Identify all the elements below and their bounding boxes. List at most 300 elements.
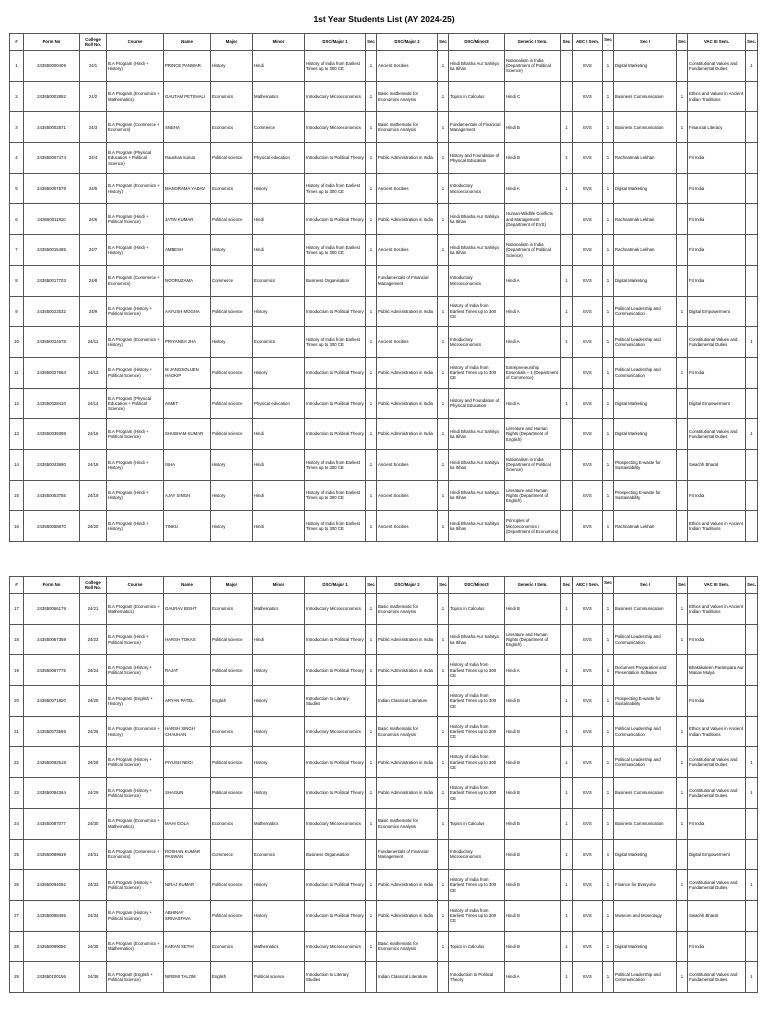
table-cell: 1	[603, 655, 614, 686]
table-cell: 1	[366, 624, 377, 655]
table-cell: Political science	[211, 357, 253, 388]
table-cell: History of India from Earliest Times up to 300 CE	[449, 716, 505, 747]
table-cell: B.A Program (Economics + Mathematics)	[107, 81, 164, 112]
table-cell: Indian Classical Literature	[377, 686, 438, 717]
table-cell: Literature and Human Rights (Department of English)	[505, 624, 561, 655]
table-cell: Constitutional Values and Fundamental Duties	[688, 327, 746, 358]
table-cell: Political science	[211, 655, 253, 686]
table-cell: B.A Program (Hindi + Political Science)	[107, 419, 164, 450]
table-cell: Introduction to Political Theory	[305, 655, 366, 686]
table-cell: 1	[366, 594, 377, 625]
table-cell: 24/36	[80, 962, 107, 993]
table-cell: Document Preparation and Presentation Software	[614, 655, 677, 686]
table-cell: 1	[677, 747, 688, 778]
table-cell	[746, 204, 758, 235]
table-cell: 1	[677, 594, 688, 625]
table-cell: B.A Program (History + Political Science)	[107, 900, 164, 931]
table-cell: History	[211, 480, 253, 511]
table-cell	[746, 81, 758, 112]
column-header: Form No	[24, 577, 80, 594]
table-cell: 18	[10, 624, 24, 655]
table-cell: 1	[438, 931, 449, 962]
table-cell: JATIN KUMAR	[164, 204, 211, 235]
table-cell	[438, 686, 449, 717]
table-cell: Museum and Museology	[614, 900, 677, 931]
table-cell: 1	[561, 931, 573, 962]
table-cell	[561, 235, 573, 266]
table-cell: 1	[438, 778, 449, 809]
table-cell	[677, 204, 688, 235]
table-cell: EVS	[573, 655, 603, 686]
table-cell: 243550087077	[24, 808, 80, 839]
table-cell: NIRAJ KUMAR	[164, 870, 211, 901]
table-cell: Business Communication	[614, 778, 677, 809]
column-header: Sec	[438, 577, 449, 594]
table-cell: B.A Program (Hindi + History)	[107, 449, 164, 480]
table-cell: History of India from Earliest Times up to 300 CE	[305, 327, 366, 358]
table-cell: History of India from Earliest Times up to 300 CE	[305, 51, 366, 82]
table-cell: Introduction to Political Theory	[305, 778, 366, 809]
table-cell: Fundamentals of Financial Management	[377, 839, 438, 870]
table-cell: 243550053755	[24, 480, 80, 511]
table-cell: 1	[603, 480, 614, 511]
table-cell: Hindi Bhasha Aur Sahitya ka Itihas	[449, 419, 505, 450]
table-cell: KARAN SETHI	[164, 931, 211, 962]
column-header: DSC/Major 2	[377, 34, 438, 51]
table-cell: History	[211, 235, 253, 266]
table-cell: Human-Wildlife Conflicts and Management (Department of EVS)	[505, 204, 561, 235]
table-cell: Fit India	[688, 357, 746, 388]
table-cell: 13	[10, 419, 24, 450]
table-cell: Economics	[211, 112, 253, 143]
table-cell: 1	[603, 778, 614, 809]
table-cell: Hindi	[253, 624, 305, 655]
table-cell: 1	[366, 716, 377, 747]
table-cell: Fit India	[688, 204, 746, 235]
table-cell: Economics	[211, 173, 253, 204]
table-cell	[677, 511, 688, 542]
table-cell: Introductory Microeconomics	[305, 594, 366, 625]
table-row	[10, 388, 758, 419]
column-header: Sec	[677, 577, 688, 594]
table-cell: EVS	[573, 357, 603, 388]
table-cell: 1	[366, 449, 377, 480]
table-cell: PIYUSH NEGI	[164, 747, 211, 778]
table-cell: Ancient Socities	[377, 235, 438, 266]
table-cell: Introduction to Political Theory	[305, 747, 366, 778]
table-cell: Hindi Bhasha Aur Sahitya ka Itihas	[449, 51, 505, 82]
table-cell: Ethics and Values in Ancient Indian Traditions	[688, 81, 746, 112]
table-cell: Economics	[253, 327, 305, 358]
table-cell: 243550066179	[24, 594, 80, 625]
table-cell	[746, 357, 758, 388]
table-cell: Fit India	[688, 808, 746, 839]
table-cell: Political science	[211, 747, 253, 778]
table-cell	[746, 449, 758, 480]
table-cell: 1	[677, 716, 688, 747]
table-cell: Rachnatmak Lekhan	[614, 204, 677, 235]
table-cell: 1	[603, 81, 614, 112]
table-cell: 1	[366, 931, 377, 962]
table-cell: Public Administration in India	[377, 870, 438, 901]
table-cell: EVS	[573, 962, 603, 993]
table-cell: Introduction to Literary Studies	[305, 962, 366, 993]
table-cell: Digital Marketing	[614, 839, 677, 870]
table-cell: 1	[438, 716, 449, 747]
table-cell: EVS	[573, 265, 603, 296]
table-cell: B.A Program (History + Political Science)	[107, 296, 164, 327]
table-cell	[746, 931, 758, 962]
table-cell: Introduction to Political Theory	[305, 419, 366, 450]
table-cell: 243550011810	[24, 204, 80, 235]
column-header: Name	[164, 34, 211, 51]
table-cell: Introduction to Political Theory	[449, 962, 505, 993]
table-cell	[677, 931, 688, 962]
table-cell: Bhaktikaleen Parampara Aur Manav Mulya	[688, 655, 746, 686]
table-cell: 1	[746, 870, 758, 901]
table-cell	[677, 449, 688, 480]
table-cell: EVS	[573, 388, 603, 419]
table-row	[10, 173, 758, 204]
table-cell: 24/30	[80, 808, 107, 839]
table-cell: 24/35	[80, 931, 107, 962]
table-row	[10, 235, 758, 266]
column-header: Sec	[677, 34, 688, 51]
table-cell: Public Administration in India	[377, 357, 438, 388]
table-cell: 1	[677, 624, 688, 655]
table-cell: 1	[603, 716, 614, 747]
table-cell	[677, 265, 688, 296]
table-cell: 24/11	[80, 327, 107, 358]
table-cell: 24/13	[80, 357, 107, 388]
table-cell: AAYUSH MOGHA	[164, 296, 211, 327]
table-cell: 24/16	[80, 419, 107, 450]
table-row	[10, 112, 758, 143]
table-cell	[746, 511, 758, 542]
table-cell: 1	[366, 655, 377, 686]
table-cell: History	[253, 870, 305, 901]
table-cell: Political science	[211, 778, 253, 809]
table-cell: Literature and Human Rights (Department of English)	[505, 419, 561, 450]
table-cell: History of India from Earliest Times up to 300 CE	[449, 747, 505, 778]
table-cell: 1	[603, 686, 614, 717]
table-cell: Constitutional Values and Fundamental Duties	[688, 51, 746, 82]
table-cell: Rachnatmak Lekhan	[614, 143, 677, 174]
table-cell: 1	[366, 900, 377, 931]
table-cell: Digital Empowerment	[688, 388, 746, 419]
table-cell	[561, 419, 573, 450]
table-cell: B.A Program (History + Political Science)	[107, 357, 164, 388]
table-cell: 1	[438, 327, 449, 358]
table-cell: 1	[366, 808, 377, 839]
table-cell: History	[253, 173, 305, 204]
table-row	[10, 296, 758, 327]
table-cell: 24/7	[80, 235, 107, 266]
table-cell: Digital Marketing	[614, 265, 677, 296]
table-cell: 9	[10, 296, 24, 327]
column-header: College Roll No.	[80, 577, 107, 594]
table-cell: History of India from Earliest Times up to 300 CE	[449, 357, 505, 388]
column-header: Sec I	[614, 34, 677, 51]
column-header: Sec	[561, 34, 573, 51]
table-cell: 1	[746, 778, 758, 809]
table-cell: SNEHA	[164, 112, 211, 143]
table-cell: 24/25	[80, 686, 107, 717]
table-cell: 24/1	[80, 51, 107, 82]
table-cell: 1	[438, 808, 449, 839]
table-cell: History	[211, 449, 253, 480]
table-cell: 1	[603, 204, 614, 235]
table-cell: 28	[10, 931, 24, 962]
table-cell: Public Administration in India	[377, 778, 438, 809]
table-cell: 24/33	[80, 870, 107, 901]
table-cell: B.A Program (Economics + History)	[107, 716, 164, 747]
table-cell: 1	[438, 870, 449, 901]
table-cell: EVS	[573, 143, 603, 174]
table-cell: B.A Program (Hindi + Political Science)	[107, 204, 164, 235]
table-cell: Hindi Bhasha Aur Sahitya ka Itihas	[449, 449, 505, 480]
table-cell	[438, 962, 449, 993]
table-cell: B.A Program (Commerce + Economics)	[107, 112, 164, 143]
table-cell: History	[253, 686, 305, 717]
table-cell: Constitutional Values and Fundamental Duties	[688, 419, 746, 450]
table-cell: Business Communication	[614, 112, 677, 143]
table-cell: Ancient Socities	[377, 511, 438, 542]
table-cell	[746, 900, 758, 931]
table-cell: Basic mathematic for Economics Analysis	[377, 81, 438, 112]
table-cell: 5	[10, 173, 24, 204]
table-cell: 1	[603, 235, 614, 266]
table-cell: 243550084364	[24, 778, 80, 809]
table-cell: 1	[603, 747, 614, 778]
table-cell: 16	[10, 511, 24, 542]
table-cell: Topics in Calculus	[449, 808, 505, 839]
table-cell: Ethics and Values in Ancient Indian Traditions	[688, 594, 746, 625]
table-cell: Nationalism in India (Department of Political Science)	[505, 235, 561, 266]
table-cell: 29	[10, 962, 24, 993]
column-header: AEC I Sem.	[573, 34, 603, 51]
table-row	[10, 778, 758, 809]
table-cell	[746, 808, 758, 839]
table-cell: Hindi A	[505, 296, 561, 327]
table-cell	[677, 686, 688, 717]
column-header: Major	[211, 577, 253, 594]
table-cell: 1	[746, 747, 758, 778]
table-cell: 1	[561, 808, 573, 839]
table-cell: Prospecting E-waste for Sustainability	[614, 686, 677, 717]
table-cell: 1	[603, 265, 614, 296]
table-cell: Prospecting E-waste for Sustainability	[614, 449, 677, 480]
table-cell: 1	[561, 388, 573, 419]
table-cell: 1	[366, 327, 377, 358]
table-cell: Ancient Socities	[377, 327, 438, 358]
table-cell: 20	[10, 686, 24, 717]
table-cell: Basic mathematic for Economics Analysis	[377, 931, 438, 962]
page-title: 1st Year Students List (AY 2024-25)	[313, 14, 455, 24]
table-cell: EVS	[573, 594, 603, 625]
table-cell: B.A Program (History + Political Science)	[107, 747, 164, 778]
table-cell: Hindi B	[505, 839, 561, 870]
table-cell: EVS	[573, 716, 603, 747]
table-row	[10, 870, 758, 901]
table-row	[10, 357, 758, 388]
table-cell: 1	[677, 81, 688, 112]
table-cell: 1	[561, 112, 573, 143]
table-cell: Political Leadership and Communication	[614, 624, 677, 655]
table-cell: 1	[438, 173, 449, 204]
table-row	[10, 716, 758, 747]
table-cell: Fit India	[688, 686, 746, 717]
table-cell: Nationalism in India (Department of Political Science)	[505, 51, 561, 82]
table-cell: 1	[677, 778, 688, 809]
table-cell: History	[211, 327, 253, 358]
table-cell: Fundamentals of Financial Management	[377, 265, 438, 296]
table-cell: 25	[10, 839, 24, 870]
table-cell: 24/23	[80, 624, 107, 655]
table-cell: Political science	[253, 962, 305, 993]
table-cell: Digital Marketing	[614, 931, 677, 962]
table-cell: HARSH TOKAS	[164, 624, 211, 655]
table-cell	[746, 265, 758, 296]
table-cell: 1	[603, 327, 614, 358]
table-cell: Hindi C	[505, 81, 561, 112]
table-cell: 1	[561, 716, 573, 747]
table-cell: History of India from Earliest Times up to 300 CE	[305, 480, 366, 511]
students-table-1	[9, 33, 758, 542]
table-cell: 1	[438, 655, 449, 686]
table-cell: 1	[366, 870, 377, 901]
table-cell: 1	[603, 143, 614, 174]
table-cell: B.A Program (Hindi + Political Science)	[107, 624, 164, 655]
table-cell: History	[253, 655, 305, 686]
table-cell: B.A Program (Economics + Mathematics)	[107, 931, 164, 962]
table-cell: 12	[10, 388, 24, 419]
table-cell: EVS	[573, 511, 603, 542]
table-cell: 24/24	[80, 655, 107, 686]
table-cell: 19	[10, 655, 24, 686]
table-cell: Hindi	[253, 235, 305, 266]
column-header: VAC III Sem.	[688, 34, 746, 51]
table-cell: B.A Program (Physical Education + Political Science)	[107, 388, 164, 419]
table-cell: Public Administration in India	[377, 419, 438, 450]
table-cell: 1	[438, 747, 449, 778]
table-cell: Commerce	[211, 839, 253, 870]
table-cell: 243550058870	[24, 511, 80, 542]
table-cell: 1	[366, 235, 377, 266]
table-cell: 243550024678	[24, 327, 80, 358]
table-cell: 1	[561, 173, 573, 204]
table-cell: Political Leadership and Communication	[614, 357, 677, 388]
table-row	[10, 900, 758, 931]
table-cell	[366, 962, 377, 993]
column-header: College Roll No.	[80, 34, 107, 51]
table-cell: History of India from Earliest Times up to 300 CE	[305, 173, 366, 204]
table-cell: B.A Program (Hindi + History)	[107, 511, 164, 542]
table-cell: EVS	[573, 81, 603, 112]
table-cell	[677, 655, 688, 686]
table-cell: B.A Program (Economics + History)	[107, 327, 164, 358]
table-cell: Political science	[211, 204, 253, 235]
table-cell: Fit India	[688, 173, 746, 204]
table-cell: 1	[438, 511, 449, 542]
column-header: DSC/Major 1	[305, 34, 366, 51]
table-cell: 24/5	[80, 173, 107, 204]
table-cell: 243550067775	[24, 655, 80, 686]
table-cell: Mathematics	[253, 808, 305, 839]
table-row	[10, 839, 758, 870]
table-cell	[561, 449, 573, 480]
table-cell: Digital Marketing	[614, 388, 677, 419]
table-cell: 243550067359	[24, 624, 80, 655]
table-cell: Ethics and Values in Ancient Indian Traditions	[688, 511, 746, 542]
table-cell: Basic mathematic for Economics Analysis	[377, 112, 438, 143]
table-header-row	[10, 577, 758, 594]
column-header: VAC III Sem.	[688, 577, 746, 594]
table-cell: EVS	[573, 686, 603, 717]
table-cell: 1	[438, 235, 449, 266]
table-cell	[677, 388, 688, 419]
table-cell: History of India from Earliest Times up to 300 CE	[449, 655, 505, 686]
table-cell: Constitutional Values and Fundamental Duties	[688, 778, 746, 809]
table-cell: Ancient Socities	[377, 480, 438, 511]
table-cell: Fit India	[688, 143, 746, 174]
table-cell: B.A Program (Physical Education + Political Science)	[107, 143, 164, 174]
table-cell: 1	[366, 778, 377, 809]
table-cell: History of India from Earliest Times up to 300 CE	[449, 778, 505, 809]
table-cell: Basic mathematic for Economics Analysis	[377, 594, 438, 625]
table-cell: 24/28	[80, 747, 107, 778]
column-header: DSC/Major 1	[305, 577, 366, 594]
table-cell: Business Communication	[614, 808, 677, 839]
table-cell: B.A Program (Economics + Mathematics)	[107, 594, 164, 625]
table-row	[10, 511, 758, 542]
table-cell: Public Administration in India	[377, 204, 438, 235]
table-cell: 1	[438, 204, 449, 235]
table-cell: Public Administration in India	[377, 900, 438, 931]
table-cell: EVS	[573, 808, 603, 839]
table-cell: Public Administration in India	[377, 624, 438, 655]
table-cell: 1	[603, 112, 614, 143]
table-cell: Hindi Bhasha Aur Sahitya ka Itihas	[449, 480, 505, 511]
table-cell: 22	[10, 747, 24, 778]
table-cell: Hindi A	[505, 655, 561, 686]
table-cell: 1	[438, 357, 449, 388]
table-row	[10, 962, 758, 993]
table-cell: Introduction to Political Theory	[305, 296, 366, 327]
table-cell	[746, 388, 758, 419]
table-cell: 243550099056	[24, 931, 80, 962]
table-cell: Introduction to Political Theory	[305, 388, 366, 419]
table-cell: AJAY SINGH	[164, 480, 211, 511]
table-cell: 1	[603, 962, 614, 993]
table-cell: 1	[438, 900, 449, 931]
table-cell: 3	[10, 112, 24, 143]
table-cell: EVS	[573, 327, 603, 358]
table-cell: Political science	[211, 419, 253, 450]
table-cell: 243550015485	[24, 235, 80, 266]
table-cell: Introduction to Political Theory	[305, 870, 366, 901]
table-cell: B.A Program (Commerce + Economics)	[107, 265, 164, 296]
table-cell: 8	[10, 265, 24, 296]
table-cell: 1	[561, 870, 573, 901]
table-cell: Topics in Calculus	[449, 594, 505, 625]
table-cell: History of India from Earliest Times up to 300 CE	[449, 686, 505, 717]
table-cell: 1	[603, 511, 614, 542]
table-row	[10, 327, 758, 358]
table-cell: 24/31	[80, 839, 107, 870]
column-header: Name	[164, 577, 211, 594]
table-cell: 1	[561, 265, 573, 296]
